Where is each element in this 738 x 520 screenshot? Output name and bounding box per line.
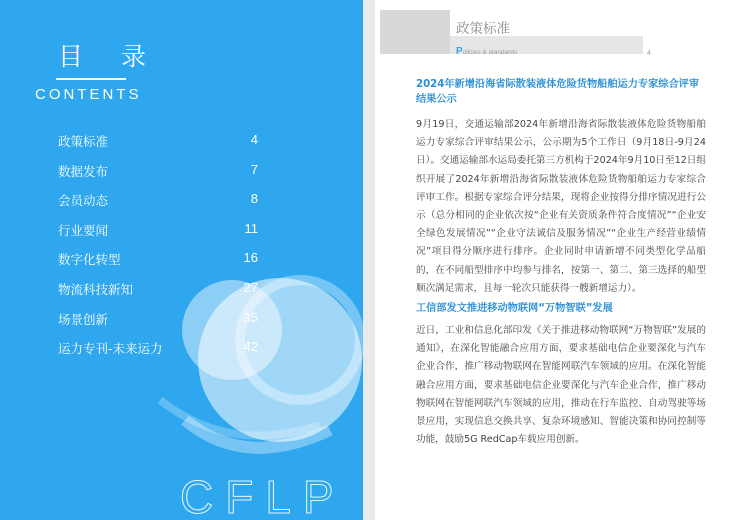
toc-item-label: 行业要闻 [58,222,109,238]
article-title: 2024年新增沿海省际散装液体危险货物船舶运力专家综合评审结果公示 [416,79,700,105]
toc-item-page: 16 [243,250,258,266]
section-header [380,10,651,57]
section-subtitle [456,46,517,57]
toc-item-scenario-innovation[interactable] [58,310,258,340]
toc-item-page: 35 [243,309,258,325]
toc-title-rule [56,78,126,80]
article-body: 9月19日，交通运输部2024年新增沿海省际散装液体危险货物船舶运力专家综合评审结果公示，公示期为5个工作日（9月18日-9月24日）。交通运输部水运局委托第三方机构于2024年9月10日至12日组织开展了2024年新增沿海省际散装液体危险货物船舶运力专家综合评审工作。根据专家综合评分结果，现将企业按得分排序情况进行公示（总分相同的企业依次按“企业有关资质条件符合度情况”“企业安全绿色发展情况”“企业守法诚信及服务情况”“企业生产经营业绩情况”项目得分顺序进行排序。企业同时申请新增不同类型化学品船的，在不同船型排序中均参与排名，按第一、第二、第三选择的船型顺次满足需求，且每一轮次只能获得一艘新增运力）。 [416,119,706,294]
toc-item-page: 11 [244,220,258,236]
toc-item-member-news[interactable] [58,191,258,221]
toc-item-page: 4 [250,132,258,147]
section-subtitle-cap: P [456,46,463,57]
toc-item-digital-transformation[interactable] [58,250,258,280]
section-title: 政策标准 [456,21,510,37]
toc-item-label: 数字化转型 [58,252,121,268]
toc-item-page: 27 [243,279,258,295]
content-page [375,0,738,520]
toc-item-label: 运力专刊-未来运力 [58,341,163,357]
toc-item-policies[interactable] [58,132,258,162]
toc-item-label: 数据发布 [58,163,109,179]
toc-item-page: 42 [243,339,258,355]
toc-title: 目 录 [58,42,161,71]
toc-page [0,0,363,520]
toc-list [58,132,258,369]
toc-item-future-capacity[interactable] [58,339,258,369]
toc-subtitle: CONTENTS [35,86,142,103]
page-spine [363,0,375,520]
header-grey-block [380,10,450,54]
toc-item-label: 会员动态 [58,193,109,209]
toc-item-logistics-tech[interactable] [58,280,258,310]
toc-item-data-release[interactable] [58,162,258,192]
toc-item-label: 场景创新 [58,311,109,327]
toc-item-label: 政策标准 [58,134,109,149]
cflp-logo: CFLP [180,471,346,520]
toc-item-page: 8 [250,191,258,207]
article-title: 工信部发文推进移动物联网“万物智联”发展 [416,303,613,314]
article-body: 近日，工业和信息化部印发《关于推进移动物联网“万物智联”发展的通知》，在深化智能融合应用方面，要求基础电信企业要深化与汽车企业合作，推广移动物联网在智能网联汽车领域的应用。在深化智能融合应用方面，要求基础电信企业要深化与汽车企业合作，推广移动物联网在智能网联汽车领域的应用，推动在行车监控、自动驾驶等场景应用，实现信息交换共享、复杂环境感知、智能决策和协同控制等功能，鼓励5G RedCap车载应用创新。 [416,325,706,446]
toc-item-label: 物流科技新知 [58,281,134,297]
toc-item-industry-news[interactable] [58,221,258,251]
section-subtitle-rest: olicies & standards [462,49,518,56]
toc-item-page: 7 [250,161,258,177]
page-number: 4 [647,50,651,57]
